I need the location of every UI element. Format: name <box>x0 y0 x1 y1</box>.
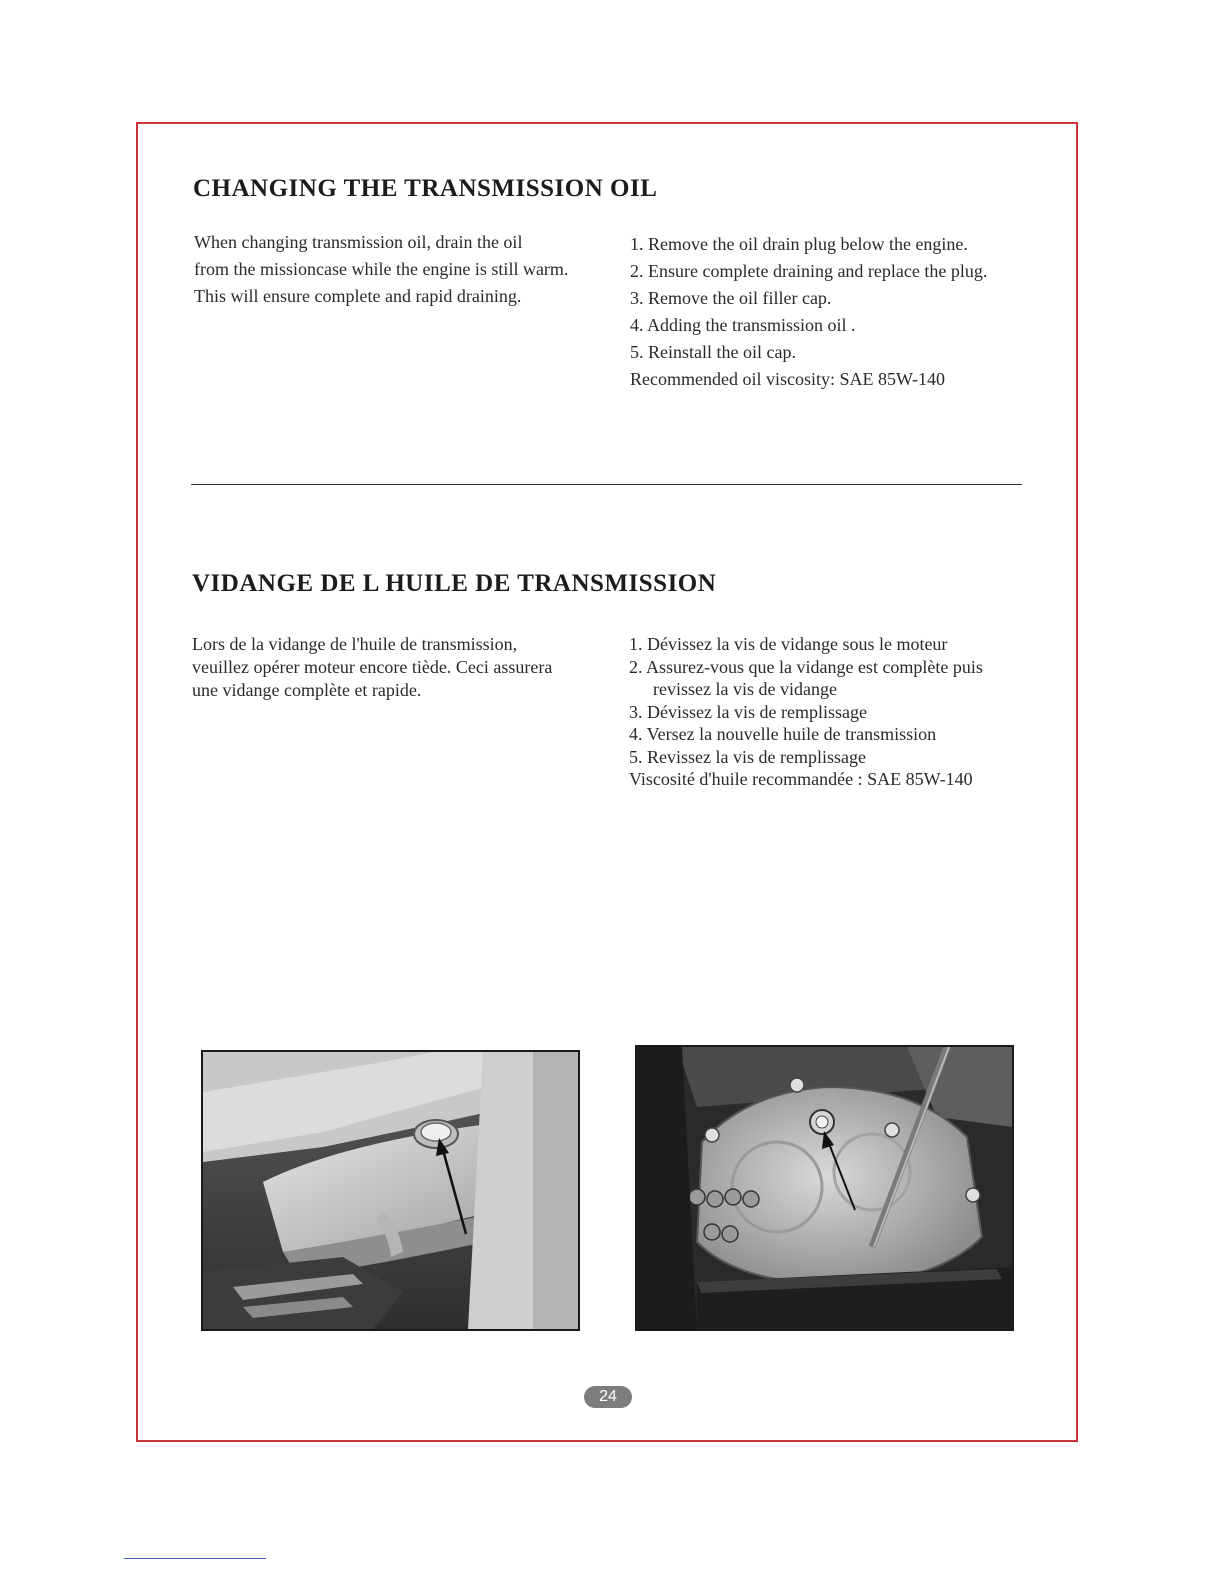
drain-plug-illustration <box>203 1052 578 1329</box>
french-intro-line: une vidange complète et rapide. <box>192 680 422 700</box>
section-divider <box>191 484 1022 485</box>
english-intro-line: This will ensure complete and rapid draining. <box>194 286 522 306</box>
english-steps-list <box>630 231 1030 393</box>
english-intro-line: from the missioncase while the engine is still warm. <box>194 259 569 279</box>
french-step-item: 2. Assurez-vous que la vidange est complète puis <box>629 656 983 677</box>
english-step-item: 5. Reinstall the oil cap. <box>630 342 796 362</box>
english-step-item: 2. Ensure complete draining and replace the plug. <box>630 261 988 281</box>
french-step-item: 1. Dévissez la vis de vidange sous le moteur <box>629 634 948 654</box>
french-step-item: 4. Versez la nouvelle huile de transmission <box>629 724 937 744</box>
drain-plug-photo <box>201 1050 580 1331</box>
filler-cap-illustration <box>637 1047 1012 1329</box>
english-step-item: 3. Remove the oil filler cap. <box>630 288 832 308</box>
english-step-item: 1. Remove the oil drain plug below the engine. <box>630 234 968 254</box>
english-section-title: CHANGING THE TRANSMISSION OIL <box>193 175 658 202</box>
french-intro-line: Lors de la vidange de l'huile de transmission, <box>192 634 518 654</box>
french-step-item: 3. Dévissez la vis de remplissage <box>629 701 867 722</box>
french-intro-paragraph <box>192 633 602 702</box>
french-step-item: 5. Revissez la vis de remplissage <box>629 746 866 767</box>
french-intro-line: veuillez opérer moteur encore tiède. Ceci assurera <box>192 657 553 677</box>
english-viscosity-note: Recommended oil viscosity: SAE 85W-140 <box>630 369 945 389</box>
french-viscosity-note: Viscosité d'huile recommandée : SAE 85W-140 <box>629 769 973 789</box>
filler-cap-photo <box>635 1045 1014 1331</box>
bottom-footnote-rule <box>124 1558 266 1559</box>
french-section-title: VIDANGE DE L HUILE DE TRANSMISSION <box>192 570 717 597</box>
french-steps-list <box>629 633 1029 791</box>
english-intro-paragraph <box>194 229 594 310</box>
french-step-continuation: revissez la vis de vidange <box>653 679 837 699</box>
english-step-item: 4. Adding the transmission oil . <box>630 315 856 335</box>
page-number-badge: 24 <box>584 1386 632 1408</box>
english-intro-line: When changing transmission oil, drain the oil <box>194 232 523 252</box>
